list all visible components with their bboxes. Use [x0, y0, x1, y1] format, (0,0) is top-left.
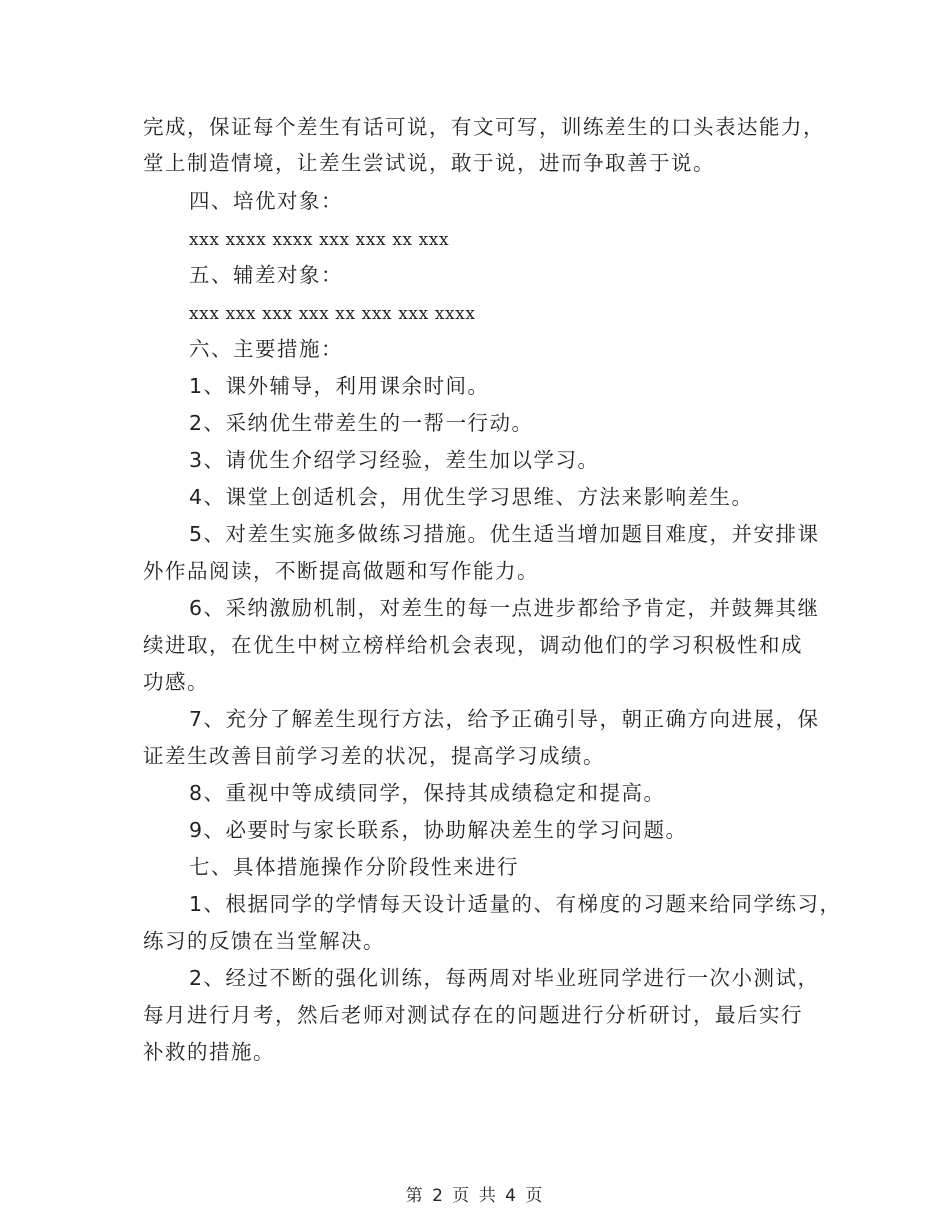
list-item: 4、课堂上创适机会，用优生学习思维、方法来影响差生。: [189, 485, 754, 509]
list-item: 5、对差生实施多做练习措施。优生适当增加题目难度，并安排课: [189, 522, 820, 546]
list-item-continuation: 补救的措施。: [143, 1040, 275, 1064]
list-item: 3、请优生介绍学习经验，差生加以学习。: [189, 448, 600, 472]
list-item: 8、重视中等成绩同学，保持其成绩稳定和提高。: [189, 781, 666, 805]
list-item-continuation: 练习的反馈在当堂解决。: [143, 929, 385, 953]
section-heading: 七、具体措施操作分阶段性来进行: [189, 855, 519, 879]
section-heading: 五、辅差对象：: [189, 263, 343, 287]
list-item-continuation: 外作品阅读，不断提高做题和写作能力。: [143, 559, 539, 583]
section-heading: 四、培优对象：: [189, 189, 343, 213]
list-item: 2、经过不断的强化训练，每两周对毕业班同学进行一次小测试，: [189, 966, 820, 990]
section-heading: 六、主要措施：: [189, 337, 343, 361]
list-item: 6、采纳激励机制，对差生的每一点进步都给予肯定，并鼓舞其继: [189, 596, 820, 620]
list-item: 7、充分了解差生现行方法，给予正确引导，朝正确方向进展，保: [189, 707, 820, 731]
list-item-continuation: 续进取，在优生中树立榜样给机会表现，调动他们的学习积极性和成: [143, 633, 803, 657]
list-item-continuation: 功感。: [143, 670, 209, 694]
list-item: 2、采纳优生带差生的一帮一行动。: [189, 411, 534, 435]
student-list: xxx xxx xxx xxx xx xxx xxx xxxx: [189, 304, 476, 324]
list-item: 1、课外辅导，利用课余时间。: [189, 374, 490, 398]
list-item-continuation: 证差生改善目前学习差的状况，提高学习成绩。: [143, 744, 605, 768]
paragraph-line: 完成，保证每个差生有话可说，有文可写，训练差生的口头表达能力，: [143, 115, 825, 139]
list-item: 9、必要时与家长联系，协助解决差生的学习问题。: [189, 818, 688, 842]
paragraph-line: 堂上制造情境，让差生尝试说，敢于说，进而争取善于说。: [143, 151, 715, 175]
student-list: xxx xxxx xxxx xxx xxx xx xxx: [189, 230, 450, 250]
page-number-footer: 第 2 页 共 4 页: [405, 1186, 545, 1206]
list-item-continuation: 每月进行月考，然后老师对测试存在的问题进行分析研讨，最后实行: [143, 1003, 803, 1027]
list-item: 1、根据同学的学情每天设计适量的、有梯度的习题来给同学练习，: [189, 892, 842, 916]
